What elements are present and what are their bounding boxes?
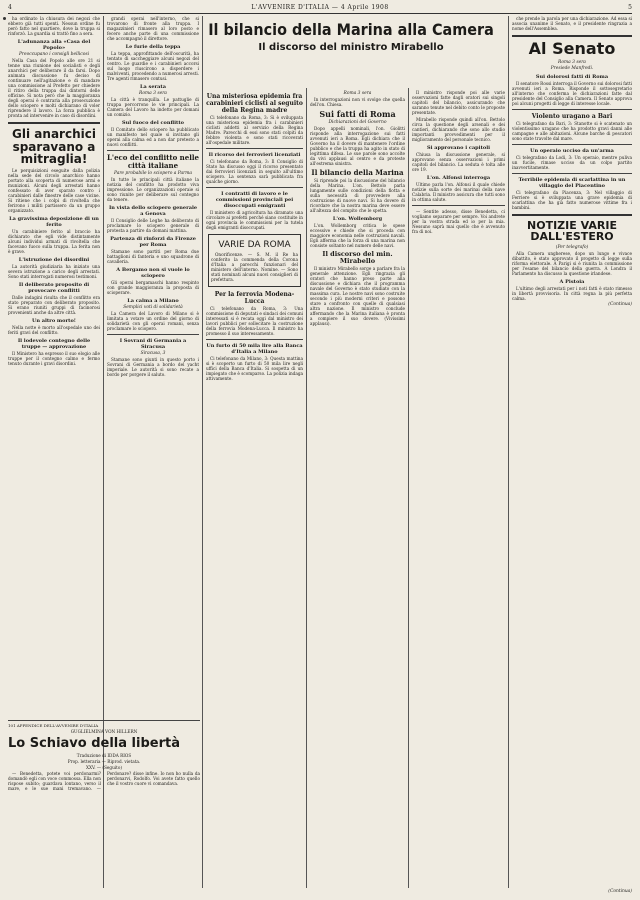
column-rule [408, 88, 409, 888]
feuilleton-body [8, 771, 200, 871]
separator [107, 334, 199, 335]
article-heading: Sul fuoco del conflitto [122, 120, 184, 126]
article-text: In tutte le principali città italiane la notizia del conflitto ha prodotto viva impressione. Le organizzazioni operaie si sono riunite per deliberare sul contegno da tenere. [107, 177, 199, 202]
article-text: Il Consiglio delle Leghe ha deliberato di proclamare lo sciopero generale di protesta a partire da domani mattina. [107, 218, 199, 233]
article-text: Ci telegrafano da Bari, 3: Stanotte si è scatenato un violentissimo uragano che ha prodotto gravi danni alle campagne e alle abitazioni. Alcune barche di pescatori sono state travolte dal mare. [512, 120, 632, 141]
article-heading: Il deliberato proposito di provocare conflitti [18, 281, 90, 294]
article-text: Il ministro risponde poi alle varie osservazioni fatte dagli oratori sui singoli capitoli del bilancio, assicurando che saranno tenute nel debito conto le proposte presentate. [412, 90, 505, 115]
article-text: Le perquisizioni eseguite dalla polizia nella sede del circolo anarchico hanno portato alla scoperta di numerose armi e munizioni. Alcuni degli arrestati hanno confessato di aver sparato contro i carabinieri dalle finestre delle case vicine. Si ritiene che i colpi di rivoltella che ferirono i militi partissero da un gruppo organizzato. [8, 167, 100, 213]
feuilleton-translator: Traduzione di IDDA RIOS [76, 753, 132, 758]
feuilleton-chapter: XXV. — (Seguito) [86, 765, 122, 770]
column-rule [306, 88, 307, 888]
article-headline: Al Senato [528, 39, 616, 58]
article-text: Il ministero di agricoltura ha diramato una circolare ai prefetti perché siano costituite in ogni provincia le commissioni per la tutela degli emigranti disoccupati. [206, 210, 303, 230]
article-heading: L'on. Alfonsi interroga [426, 174, 491, 181]
separator [512, 144, 632, 145]
article-text: Stamane sono partiti per Roma due battaglioni di fanteria e uno squadrone di cavalleria. [107, 249, 199, 264]
article-text: Gli operai bergamaschi hanno respinto con grande maggioranza la proposta di scioperare. [107, 280, 199, 295]
article-heading: In vista dello sciopero generale a Genova [108, 205, 198, 217]
article-text: Ci telegrafano da Lodi, 3: Un operaio, mentre puliva un fucile, rimase ucciso da un colpo partito inavvertitamente. [512, 154, 632, 170]
main-banner [202, 16, 500, 86]
article-text: L'ultimo degli arrestati per i noti fatti è stato rimesso in libertà provvisoria. In città regna la più perfetta calma. [512, 285, 632, 301]
article-heading: Il ricorso dei ferrovieri licenziati [208, 152, 301, 158]
article-headline: Una misteriosa epidemia fra carabinieri ciclisti al seguito della Regina madre [206, 93, 303, 114]
article-text: — Sentite adesso, disse Benedetta, ci vogliamo separare per sempre. Voi andrete per la vostra strada ed io per la mia. Nessuno saprà mai quello che è avvenuto fra di noi. [412, 208, 505, 234]
feuilleton-rights: Prop. letteraria — Riprod. vietata. [67, 759, 141, 764]
article-text: L'on. Wollemborg critica le spese eccessive e chiede che si proceda con maggiore economia nelle costruzioni navali. Egli afferma che la forza di una marina non consiste soltanto nel numero delle navi. [310, 223, 405, 248]
article-text: Il ministro Mirabello sorge a parlare fra la generale attenzione. Egli ringrazia gli oratori che hanno preso parte alla discussione e dichiara che il programma navale del Governo è stato studiato con la massima cura. Le nostre navi sono costruite secondo i più moderni criteri e possono stare a confronto con quelle di qualsiasi altra nazione. Il ministro conclude affermando che la Marina italiana è pronta a compiere il suo dovere. (Vivissimi applausi). [310, 266, 405, 326]
banner-subtitle: Il discorso del ministro Mirabello [258, 42, 444, 53]
separator [206, 339, 303, 340]
separator [8, 720, 200, 721]
article-text: La città è tranquilla. Le pattuglie di truppa percorrono le vie principali. La Camera del Lavoro ha indetto per domani un comizio. [107, 97, 199, 117]
article-subheading: (Per telegrafo) [555, 244, 589, 250]
article-heading: La gravissima deposizione di un ferito [9, 215, 99, 228]
article-headline: NOTIZIE VARIE DALL'ESTERO [527, 218, 617, 244]
article-text: Ci telegrafano da Piacenza, 3: Nel villaggio di Ferriere si è sviluppata una grave epidemia di scarlattina che ha già fatto numerose vittime fra i bambini. [512, 189, 632, 210]
feuilleton [8, 720, 200, 888]
dateline: Roma 3 sera [558, 59, 586, 65]
dateline: Roma 3 sera [343, 91, 372, 96]
separator [412, 205, 505, 206]
column-4 [310, 90, 405, 888]
article-heading: A Pistoia [559, 278, 585, 285]
article-subheading: Semplici voti di solidarietà [123, 305, 183, 310]
column-1 [8, 16, 100, 715]
article-subheading: Preoccupano i consigli bellicosi [18, 52, 90, 57]
article-heading: Terribile epidemia di scarlattina in un villaggio del Piacentino [518, 176, 626, 189]
article-heading: Un operaio ucciso da un'arma [530, 147, 614, 154]
dateline: Roma 3 sera [139, 91, 167, 96]
article-text: Un carabiniere ferito al braccio ha dichiarato che egli vide distintamente alcuni individui armati di rivoltella che facevano fuoco sulla truppa. La ferita non è grave. [8, 228, 100, 254]
article-headline: Il discorso del min. Mirabello [322, 250, 393, 265]
article-text: Ci telefonano da Roma, 3: Una commissione di deputati e sindaci dei comuni interessati si è recata oggi dal ministro dei lavori pubblici per sollecitare la costruzione della ferrovia Modena-Lucca. Il ministro ha promesso il suo interessamento. [206, 305, 303, 336]
continued-note: (Continua) [608, 302, 632, 308]
article-text: ha ordinato la chiusura dei negozi che ebbero già tutti spenti. Nessun ordine fu però fatto nel quartiere, dove la truppa si rinforzò. La guardia si trattò fino a sera. [8, 16, 100, 36]
article-text: La Camera del Lavoro di Milano si è limitata a votare un ordine del giorno di solidarietà con gli operai romani, senza proclamare lo sciopero. [107, 311, 199, 331]
article-text: In interrogazioni non vi svolge che quella dell'on. Chiesa. [310, 97, 405, 107]
column-2 [107, 16, 199, 715]
page-footer [8, 889, 632, 897]
article-subheading: Dichiarazioni del Governo [328, 120, 387, 125]
separator [8, 122, 100, 124]
article-text: grandi operai nell'interno, che si trovarono di fronte alla truppa. I magazzinieri rimasero al loro posto e fecero anche parte di una commissione che accompagnò il direttore. [107, 16, 199, 41]
varie-box [208, 234, 301, 287]
article-text: Chiusa la discussione generale, si approvano senza osservazioni i primi capitoli del bilancio. La seduta è tolta alle ore 19. [412, 151, 505, 172]
article-text: Il senatore Rossi interroga il Governo sui dolorosi fatti avvenuti ieri a Roma. Risponde il sottosegretario all'interno che conferma le dichiarazioni fatte dal presidente del Consiglio alla Camera. Il Senato approva poi alcuni progetti di legge di interesse locale. [512, 80, 632, 106]
article-heading: L'on. Wollemborg [332, 216, 383, 222]
article-heading: I Sovrani di Germania a Siracusa [119, 338, 187, 350]
article-text: Dopo appelli nominali, l'on. Giolitti risponde alla interrogazione sui fatti avvenuti ieri a Roma. Egli dichiara che il Governo ha il dovere di mantenere l'ordine pubblico e che la truppa ha agito in stato di legittima difesa. Le sue parole sono accolte da vivi applausi al centro e da proteste all'estrema sinistra. [310, 126, 405, 166]
column-rule [508, 16, 509, 888]
article-heading: Il lodevole contegno delle truppe — approvazione [17, 337, 91, 350]
separator [206, 148, 303, 149]
feuilleton-title: Lo Schiavo della libertà [8, 736, 180, 751]
column-3 [206, 90, 303, 888]
article-text: Ci telefonano da Milano, 3: Questa mattina si è scoperto un furto di 50 mila lire negli uffici della Banca d'Italia. Si sospetta di un impiegato che è scomparso. La polizia indaga attivamente. [206, 355, 303, 381]
article-text: Il Ministero ha espresso il suo elogio alle truppe per il contegno calmo e fermo tenuto durante i gravi disordini. [8, 350, 100, 366]
article-headline: VARIE DA ROMA [218, 240, 291, 250]
article-heading: Un furto di 50 mila lire alla Banca d'Italia a Milano [206, 342, 303, 355]
article-heading: Sui dolorosi fatti di Roma [535, 73, 609, 80]
article-headline: Sui fatti di Roma [319, 109, 396, 119]
article-text: Ultimo parla l'on. Alfonsi il quale chiede notizie sulla sorte dei marinai della nave Calabria. Il ministro assicura che tutti sono in ottima salute. [412, 181, 505, 202]
article-text: Onorificenze. — S. M. il Re ha conferito la commenda della Corona d'Italia a parecchi funzionari del ministero dell'interno. Nomine. — Sono stati nominati alcuni nuovi consiglieri di prefettura. [211, 252, 298, 282]
separator [512, 214, 632, 216]
article-text: Stamane sono giunti in questo porto i Sovrani di Germania a bordo del yacht imperiale. Le autorità si sono recate a bordo per porgere il saluto. [107, 357, 199, 377]
masthead-title: L'AVVENIRE D'ITALIA — 4 Aprile 1908 [251, 4, 389, 11]
article-text: La autorità giudiziaria ha iniziato una severa istruzione a carico degli arrestati. Sono stati interrogati numerosi testimoni. [8, 263, 100, 279]
masthead [8, 3, 632, 14]
article-headline: Gli anarchici sparavano a mitraglia! [12, 127, 96, 167]
article-headline: Il bilancio della Marina [311, 168, 404, 177]
article-text: che prende la parola per una dichiarazione. Ad essa si associa unanime il Senato, e il presidente ringrazia a nome dell'Assemblea. [512, 16, 632, 31]
article-text: Dalle indagini risulta che il conflitto era stato preparato con deliberato proposito. Si erano riuniti gruppi di facinorosi provenienti anche da altre città. [8, 294, 100, 315]
article-heading: Si approvano i capitoli [426, 144, 491, 151]
article-heading: I contratti di lavoro e le commissioni provinciali pei disoccupati emigranti [215, 191, 294, 209]
column-5 [412, 90, 505, 888]
article-heading: Partenza di rinforzi da Firenze per Roma [110, 236, 196, 248]
article-headline: Violento uragano a Bari [531, 112, 613, 120]
footer-continued: (Continua) [608, 889, 632, 894]
print-mark [3, 17, 6, 20]
feuilleton-header: 101 APPENDICE DELL'AVVENIRE D'ITALIA [8, 723, 99, 728]
article-heading: L'adunanza alla «Casa del Popolo» [17, 39, 91, 51]
banner-title: Il bilancio della Marina alla Camera [208, 20, 494, 39]
article-headline: Per la ferrovia Modena-Lucca [214, 290, 295, 305]
article-heading: La calma a Milano [127, 298, 179, 304]
separator [512, 109, 632, 110]
article-heading: A Bergamo non si vuole lo sciopero [116, 267, 190, 279]
article-text: Ci telefonano da Roma, 3: Il Consiglio di Stato ha discusso oggi il ricorso presentato dai ferrovieri licenziati in seguito all'ultimo sciopero. La sentenza sarà pubblicata fra qualche giorno. [206, 159, 303, 184]
column-6 [512, 16, 632, 888]
article-text: Alla Camera ungherese, dopo un lungo e vivace dibattito, è stato approvato il progetto di legge sulla riforma elettorale. A Parigi si è riunita la commissione per l'esame del bilancio della guerra. A Londra il Parlamento ha discusso la questione irlandese. [512, 250, 632, 276]
article-heading: La serata [140, 84, 166, 90]
page-number-left: 4 [8, 4, 12, 11]
article-heading: L'istruzione dei disordini [18, 256, 90, 263]
separator [206, 187, 303, 188]
article-heading: Le furie della teppa [125, 44, 181, 50]
separator [512, 173, 632, 174]
article-headline: L'eco del conflitto nelle città italiane [107, 153, 199, 170]
separator [107, 150, 199, 151]
feuilleton-author: GUGLIELMINA VON HILLERN [70, 729, 138, 734]
article-text: Si riprende poi la discussione del bilancio della Marina. L'on. Bettolo parla lungamente sulle condizioni della flotta e sulla necessità di provvedere alla costruzione di nuove navi. Si ha dovere di ricordare che la nostra marina deve essere all'altezza del compito che le spetta. [310, 178, 405, 213]
presidency-line: Presiede Manfredi. [550, 65, 594, 71]
dateline: Siracusa, 3 [140, 351, 166, 356]
article-text: Nella Casa del Popolo alle ore 21 si tenne una riunione dei socialisti e degli anarchici per deliberare il da farsi. Dopo animata discussione fu deciso di continuare nell'agitazione e di mandare una commissione al Prefetto per chiedere il ritiro della truppa dai dintorni delle officine. Si nota però che la maggioranza degli operai è contraria alla prosecuzione dello sciopero e molti dichiarano di voler riprendere il lavoro. La forza pubblica è pronta ad intervenire in caso di disordini. [8, 58, 100, 118]
article-text: La teppa, approfittando dell'oscurità, ha tentato di saccheggiare alcuni negozi del centro. Le guardie e i carabinieri accorsi sul luogo riuscirono a disperdere i malviventi, procedendo a numerosi arresti. Tre agenti rimasero contusi. [107, 51, 199, 81]
column-rule [202, 16, 203, 888]
feuilleton-text: — Benedetta, potete voi perdonarmi? domandò egli con voce commossa. Ella non rispose subito; guardava lontano, verso il mare, e le sue mani tremavano. — Perdonare? disse infine. Io non ho nulla da perdonarvi, Rodolfo. Voi avete fatto quello che il vostro cuore vi comandava. [8, 771, 200, 791]
article-subheading: Pare probabile lo sciopero a Parma [113, 171, 193, 176]
page-number-right: 5 [628, 4, 632, 11]
article-heading: Un altro morto! [32, 317, 76, 324]
article-text: Mirabello risponde quindi all'on. Bettolo circa la questione degli arsenali e dei cantieri, dichiarando che sono allo studio importanti provvedimenti per il miglioramento del personale tecnico. [412, 116, 505, 142]
article-text: Il Comitato dello sciopero ha pubblicato un manifesto nel quale si invitano gli operai alla calma ed a non dar pretesto a nuovi conflitti. [107, 127, 199, 147]
article-text: Ci telefonano da Roma, 3: Si è sviluppata una misteriosa epidemia fra i carabinieri ciclisti addetti al servizio della Regina Madre. Parecchi di essi sono stati colpiti da febbre violenta e sono stati ricoverati all'ospedale militare. [206, 115, 303, 145]
article-text: Nella notte è morto all'ospedale uno dei feriti gravi del conflitto. [8, 324, 100, 335]
separator [512, 35, 632, 37]
